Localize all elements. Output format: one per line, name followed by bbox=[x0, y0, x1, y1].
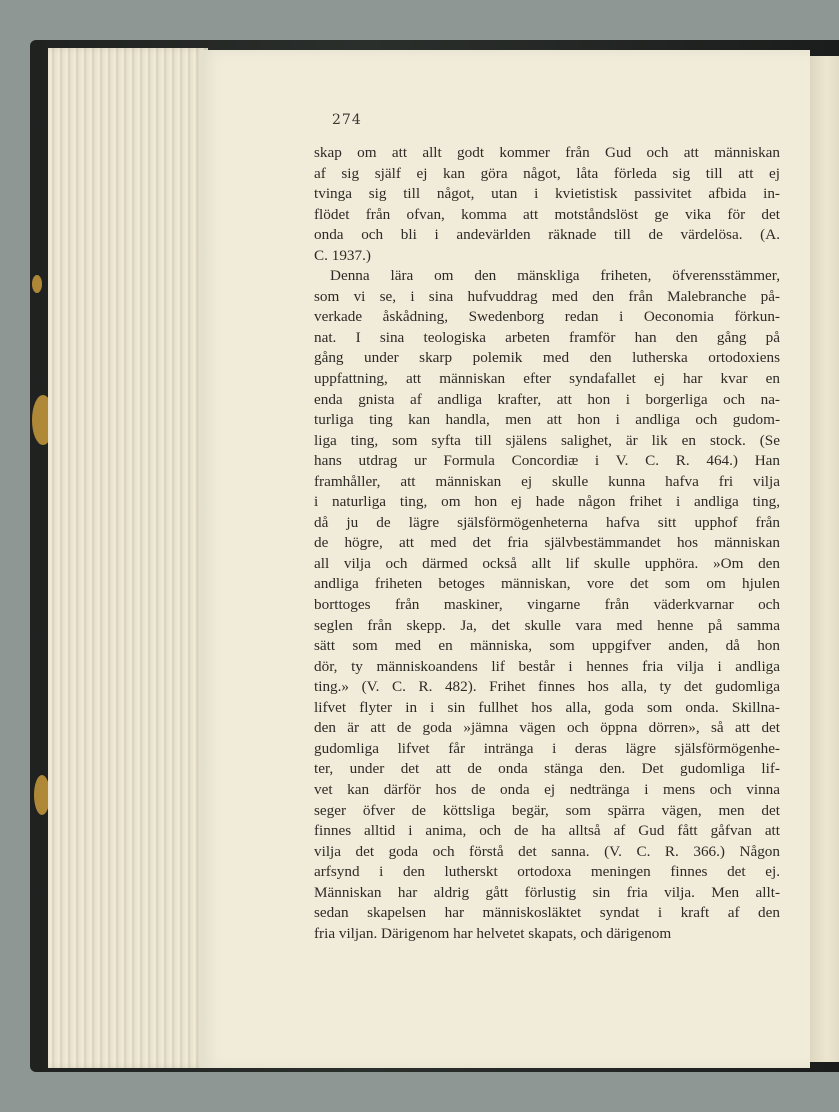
text-line: sedan skapelsen har människosläktet syndat i kraft af den bbox=[314, 904, 780, 922]
text-line: enda gnista af andliga krafter, att hon i borgerliga och na- bbox=[314, 390, 780, 408]
text-line: andliga friheten betoges människan, vore det som om hjulen bbox=[314, 575, 780, 593]
text-line: då ju de lägre själsförmögenheterna hafva sitt upphof från bbox=[314, 513, 780, 531]
cover-marbling bbox=[32, 275, 42, 293]
text-line: gudomliga lifvet får inträngа i deras lägre själsförmögenhe- bbox=[314, 739, 780, 757]
page-edges bbox=[48, 48, 208, 1068]
page-number: 274 bbox=[332, 112, 362, 128]
text-line: fria viljan. Därigenom har helvetet skapats, och därigenom bbox=[314, 924, 672, 942]
text-line: i naturliga ting, om hon ej hade någon frihet i andliga ting, bbox=[314, 493, 780, 511]
body-text bbox=[314, 143, 780, 944]
text-line: dör, ty människoandens lif består i hennes fria vilja i andliga bbox=[314, 657, 780, 675]
text-line: seger öfver de köttsliga begär, som spärra vägen, men det bbox=[314, 801, 780, 819]
text-line: skap om att allt godt kommer från Gud och att människan bbox=[314, 144, 780, 161]
text-line: verkade åskådning, Swedenborg redan i Oeconomia förkun- bbox=[314, 308, 780, 326]
text-line: vet kan därför hos de onda ej nedtränga i mens och vinna bbox=[314, 780, 780, 798]
text-line: ting.» (V. C. R. 482). Frihet finnes hos alla, ty det gudomliga bbox=[314, 678, 780, 696]
text-line: uppfattning, att människan efter syndafallet ej har kvar en bbox=[314, 370, 780, 388]
text-line: af sig själf ej kan göra något, låta förleda sig till att ej bbox=[314, 164, 780, 182]
text-line: vilja det goda och förstå det sanna. (V. C. R. 366.) Någon bbox=[314, 842, 780, 860]
text-line: de högre, att med det fria självbestämmandet hos människan bbox=[314, 534, 780, 552]
text-line: den är att de goda »jämna vägen och öppna dörren», så att det bbox=[314, 719, 780, 737]
text-line: framhåller, att människan ej skulle kunna hafva fri vilja bbox=[314, 472, 780, 490]
text-line: C. 1937.) bbox=[314, 246, 371, 264]
text-line: arfsynd i den lutherskt ortodoxa meningen finnes det ej. bbox=[314, 863, 780, 881]
facing-page-edge bbox=[806, 56, 839, 1062]
text-line: hans utdrag ur Formula Concordiæ i V. C. R. 464.) Han bbox=[314, 452, 780, 470]
text-line: flödet från ofvan, komma att motståndslöst ge vika för det bbox=[314, 205, 780, 223]
text-line: som vi se, i sina hufvuddrag med den från Malebranche på- bbox=[314, 287, 780, 305]
text-line: Denna lära om den mänskliga friheten, öfverensstämmer, bbox=[330, 267, 780, 285]
text-line: borttoges från maskiner, vingarne från väderkvarnar och bbox=[314, 596, 780, 614]
text-line: onda och bli i andevärlden räknade till de värdelösa. (A. bbox=[314, 226, 780, 244]
text-line: seglen från skepp. Ja, det skulle vara med henne på samma bbox=[314, 616, 780, 634]
text-line: lifvet flyter in i sin fullhet hos alla, goda som onda. Skillna- bbox=[314, 698, 780, 716]
text-line: liga ting, som syfta till själens salighet, är lik en stock. (Se bbox=[314, 431, 780, 449]
text-line: tvinga sig till något, utan i kvietistisk passivitet afbida in- bbox=[314, 185, 780, 203]
text-line: all vilja och därmed också allt lif skulle upphöra. »Om den bbox=[314, 554, 780, 572]
text-line: nat. I sina teologiska arbeten framför han den gång på bbox=[314, 328, 780, 346]
text-line: gång under skarp polemik med den lutherska ortodoxiens bbox=[314, 349, 780, 367]
text-line: ter, under det att de onda stänga den. Det gudomliga lif- bbox=[314, 760, 780, 778]
text-line: finnes alltid i anima, och de ha alltså af Gud fått gåfvan att bbox=[314, 822, 780, 840]
text-line: turliga ting kan handla, men att hon i andliga och gudom- bbox=[314, 411, 780, 429]
text-line: sätt som med en människa, som uppgifver anden, då hon bbox=[314, 637, 780, 655]
text-line: Människan har aldrig gått förlustig sin fria vilja. Men allt- bbox=[314, 883, 780, 901]
